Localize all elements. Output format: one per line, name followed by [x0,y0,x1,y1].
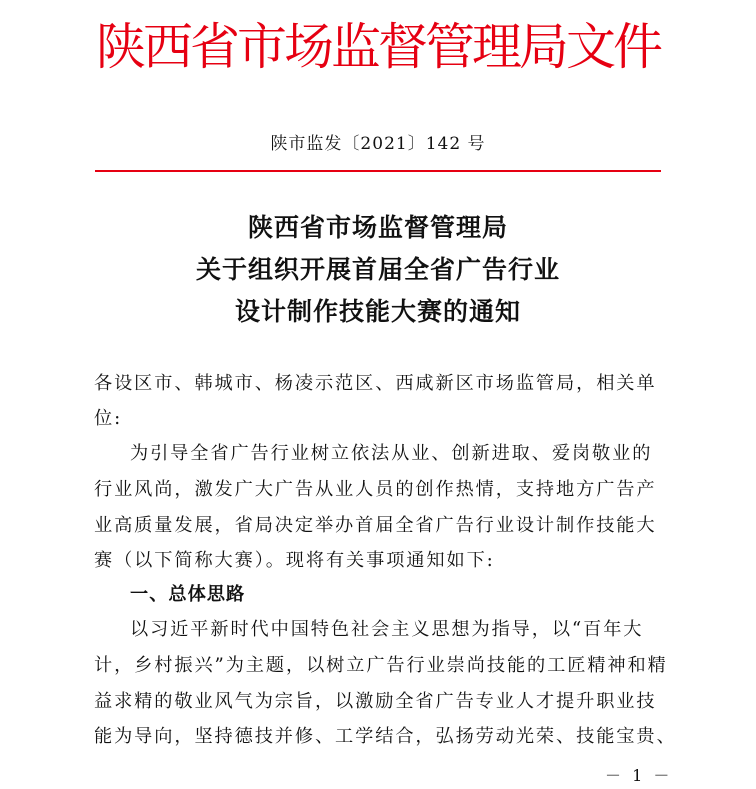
red-divider-rule [95,170,661,172]
paragraph2-line-1: 以习近平新时代中国特色社会主义思想为指导，以“百年大 [130,619,644,640]
recipients-line-2: 位: [94,408,123,429]
document-title-line-2: 关于组织开展首届全省广告行业 [195,255,560,284]
document-masthead: 陕西省市场监督管理局文件 [96,18,660,76]
document-title-line-3: 设计制作技能大赛的通知 [234,297,521,326]
section-heading-overall-approach: 一、总体思路 [130,584,246,605]
document-title-line-1: 陕西省市场监督管理局 [247,213,508,242]
paragraph2-line-4: 能为导向，坚持德技并修、工学结合，弘扬劳动光荣、技能宝贵、 [94,726,677,747]
paragraph1-line-4: 赛（以下简称大赛）。现将有关事项通知如下: [94,550,495,571]
paragraph2-line-2: 计，乡村振兴”为主题，以树立广告行业崇尚技能的工匠精神和精 [94,655,668,676]
paragraph2-line-3: 益求精的敬业风气为宗旨，以激励全省广告专业人才提升职业技 [94,691,657,712]
page-number: － 1 － [605,766,673,785]
document-number: 陕市监发〔2021〕142 号 [270,134,486,154]
paragraph1-line-3: 业高质量发展，省局决定举办首届全省广告行业设计制作技能大 [94,515,657,536]
paragraph1-line-1: 为引导全省广告行业树立依法从业、创新进取、爱岗敬业的 [130,443,653,464]
paragraph1-line-2: 行业风尚，激发广大广告从业人员的创作热情，支持地方广告产 [94,479,657,500]
recipients-line-1: 各设区市、韩城市、杨凌示范区、西咸新区市场监管局，相关单 [94,373,657,394]
